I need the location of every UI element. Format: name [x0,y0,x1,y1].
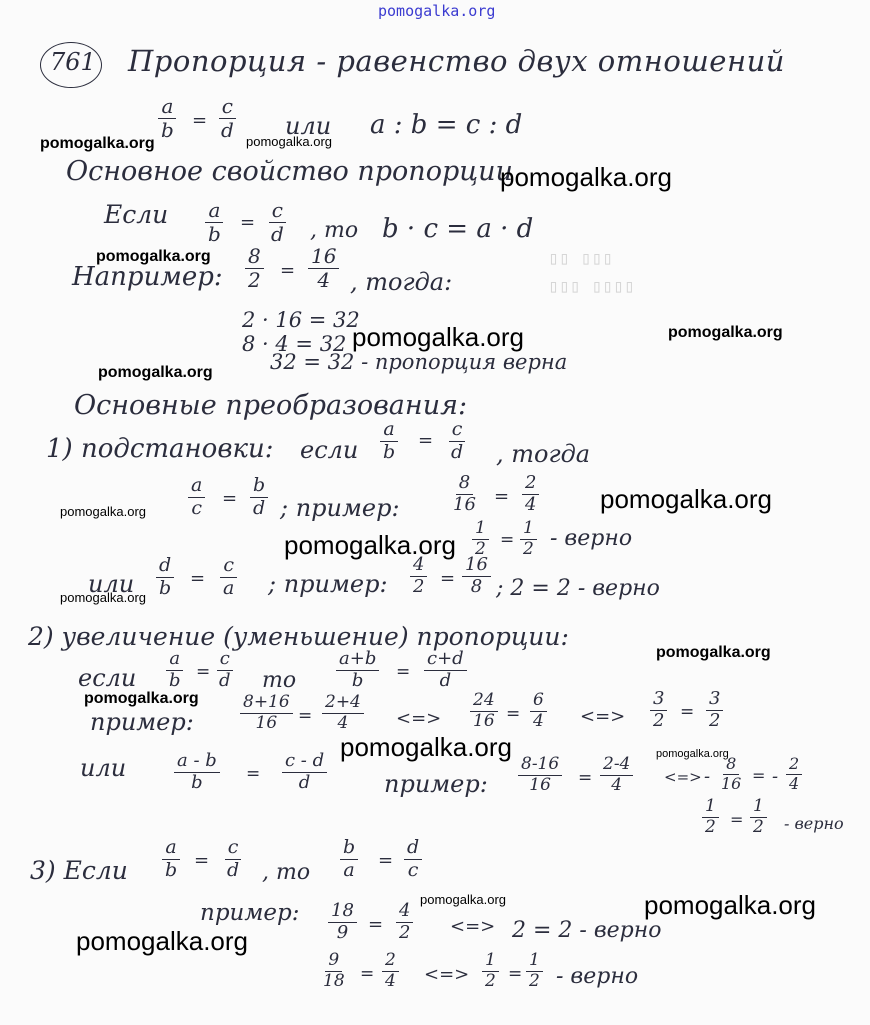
s2-iff-1: <=> [396,708,442,729]
denominator: 4 [789,773,800,793]
s1-ex-frac-1 [450,474,479,515]
s3-ex-frac-2 [396,902,413,943]
numerator: 2 [382,952,399,972]
numerator: 1 [702,798,719,818]
s3-ex-frac-1 [328,902,357,943]
property-then: , то [310,218,359,243]
s2-then: то [262,668,297,693]
s2b-frac-1 [518,756,562,795]
s2-label: 2) увеличение (уменьшение) пропорции: [28,622,569,651]
s2b-half-eq: = [730,810,744,829]
calc-line-3: 32 = 32 - пропорция верна [270,350,568,374]
s1-if: если [300,436,359,464]
watermark: pomogalka.org [96,248,211,265]
denominator: 16 [255,712,278,733]
denominator: 4 [385,970,396,991]
denominator: 2 [248,268,261,292]
denominator: b [351,669,364,691]
denominator: 4 [611,774,623,795]
s3-label: 3) Если [30,856,128,885]
denominator: b [159,576,172,599]
s1-or: или [88,570,135,598]
s2b-half-1 [702,798,719,837]
property-if: Если [104,200,169,229]
s2b-minus-2: - [772,766,779,787]
denominator: b [161,118,174,142]
property-example: Например: [72,262,223,292]
s1-ex2-frac-2 [462,556,491,597]
denominator: c [191,496,202,519]
denominator: a [343,858,355,881]
denominator: 2 [523,538,534,559]
s2-frac-apb [336,650,379,691]
example-eq: = [280,260,296,281]
ghost-mark: ▯▯▯ ▯▯▯▯ [548,276,635,297]
denominator: 2 [753,816,764,837]
watermark: pomogalka.org [644,890,816,920]
denominator: 18 [323,970,345,991]
numerator: c+d [424,650,467,671]
watermark: pomogalka.org [60,590,146,605]
watermark: pomogalka.org [246,134,332,149]
watermark: pomogalka.org [76,926,248,956]
s3-iff-2: <=> [424,964,470,985]
calc-line-1: 2 · 16 = 32 [242,308,360,332]
s1-verno: - верно [550,526,633,551]
example-then: , тогда: [350,268,453,296]
numerator: 2-4 [600,756,633,776]
problem-number: 761 [50,48,96,76]
s2-example: пример: [90,708,194,736]
denominator: 8 [470,575,483,597]
denominator: 2 [653,709,665,731]
property-product: b · c = a · d [382,214,534,244]
def-or: или [285,112,332,140]
s3-eq: = [194,850,210,871]
s3-ex-frac-4 [382,952,399,991]
def-colon-form: a : b = c : d [370,110,523,140]
s1-frac-bd [250,476,268,519]
denominator: 4 [337,712,349,733]
s2b-frac-2 [600,756,633,795]
denominator: 16 [473,710,495,731]
watermark: pomogalka.org [98,364,213,381]
s1-ex2-frac-1 [410,556,427,597]
numerator: 2+4 [322,694,364,714]
s2-ex-eq2: = [506,704,521,724]
numerator: 3 [706,690,723,711]
s1-then: , тогда [496,440,591,468]
denominator: 2 [399,921,411,943]
denominator: 9 [336,921,349,943]
numerator: c [219,96,236,119]
watermark: pomogalka.org [40,135,155,152]
calc-line-2: 8 · 4 = 32 [242,332,347,356]
s2b-result: - верно [784,814,844,833]
numerator: 18 [328,902,357,923]
numerator: a [380,420,397,442]
numerator: 16 [462,556,491,577]
numerator: 6 [530,692,547,712]
numerator: a [162,838,179,860]
s1-half-2 [520,520,537,559]
s2-ex-frac-2 [322,694,364,733]
s2-or-eq: = [246,764,261,784]
numerator: c [449,420,466,442]
s2-frac-cpd [424,650,467,691]
s2-ex-frac-3 [470,692,498,731]
numerator: 8 [245,246,264,269]
s2b-frac-4 [786,756,802,793]
s2-ex-frac-1 [240,694,293,733]
numerator: c [269,200,286,223]
denominator: d [439,669,452,691]
def-eq: = [192,110,208,131]
s1-eq: = [418,430,434,451]
numerator: 1 [472,520,489,540]
s3-ex-eq2: = [360,964,375,984]
watermark: pomogalka.org [352,322,524,352]
s1-frac-ca [220,556,237,599]
s1-frac-ab [380,420,398,463]
top-watermark: pomogalka.org [378,2,496,20]
numerator: 1 [526,952,543,972]
s2-iff-2: <=> [580,706,626,727]
denominator: 2 [529,970,540,991]
example-frac-2 [308,246,339,291]
numerator: 24 [470,692,498,712]
denominator: b [208,222,221,246]
denominator: b [383,440,396,463]
s2-if: если [78,664,137,692]
s3-frac-ab [162,838,180,881]
s3-ex-eq1: = [368,914,384,935]
watermark: pomogalka.org [500,162,672,192]
s1-half-eq: = [500,530,515,550]
denominator: c [407,858,419,881]
s2b-iff: <=> [664,768,702,786]
denominator: d [219,669,231,691]
numerator: c [217,650,233,671]
watermark: pomogalka.org [60,504,146,519]
numerator: a - b [174,752,220,773]
s2-ex-eq3: = [680,702,695,722]
numerator: a+b [336,650,379,671]
s3-half-eq: = [508,964,523,984]
numerator: 2 [786,756,802,775]
numerator: 16 [308,246,339,269]
numerator: c - d [282,752,327,773]
denominator: 4 [525,493,537,515]
s3-frac-ba [340,838,358,881]
watermark: pomogalka.org [340,732,512,762]
watermark: pomogalka.org [668,324,783,341]
denominator: a [223,576,235,599]
s3-frac-cd [224,838,242,881]
s3-iff-1: <=> [450,916,496,937]
denominator: d [298,771,311,793]
s1-half-1 [472,520,489,559]
s2-or: или [80,754,127,782]
example-frac-1 [245,246,264,291]
watermark: pomogalka.org [284,530,456,560]
numerator: 2 [522,474,539,495]
numerator: 9 [325,952,342,972]
numerator: 8 [456,474,473,495]
numerator: a [166,650,183,671]
s2b-half-2 [750,798,767,837]
def-frac-cd [218,96,237,141]
s3-half-2 [526,952,543,991]
s3-half-1 [482,952,499,991]
numerator: a [158,96,176,119]
ghost-mark: ▯▯ ▯▯▯ [548,248,614,269]
numerator: d [404,838,422,860]
numerator: c [220,556,237,578]
denominator: d [227,858,240,881]
watermark: pomogalka.org [420,892,506,907]
denominator: 16 [453,493,476,515]
s2-ex-eq1: = [298,706,313,726]
denominator: 2 [485,970,496,991]
watermark: pomogalka.org [656,748,729,760]
numerator: 8 [723,756,739,775]
s2-ex-frac-4 [530,692,547,731]
s1-ex-eq: = [494,486,510,507]
numerator: a [188,476,205,498]
s1-example: ; пример: [280,494,400,522]
denominator: d [221,118,234,142]
s2-eq: = [196,662,211,682]
s3-ex-frac-3 [320,952,348,991]
denominator: d [271,222,284,246]
numerator: a [205,200,223,223]
denominator: d [451,440,464,463]
denominator: 2 [413,575,425,597]
s3-eq2: = [378,850,394,871]
s1-eq2: = [222,488,238,509]
numerator: 1 [520,520,537,540]
numerator: 1 [750,798,767,818]
s3-result-2: - верно [556,964,639,989]
s2-ex-frac-6 [706,690,723,731]
numerator: d [156,556,174,578]
s2-frac-cmd [282,752,327,793]
problem-title: Пропорция - равенство двух отношений [128,44,785,78]
property-frac-cd [268,200,287,245]
numerator: 1 [482,952,499,972]
s1-ex2-result: ; 2 = 2 - верно [496,576,660,601]
property-eq: = [240,212,256,233]
s2b-eq2: = [752,766,766,785]
denominator: b [169,669,181,691]
s1-ex-frac-2 [522,474,539,515]
numerator: 3 [650,690,667,711]
s2-frac-ab [166,650,184,691]
s2-ex-frac-5 [650,690,667,731]
s1-frac-cd [448,420,466,463]
denominator: 16 [529,774,551,795]
denominator: 4 [533,710,544,731]
s2b-frac-3 [718,756,744,793]
s2-frac-amb [174,752,220,793]
property-frac-ab [205,200,224,245]
denominator: b [191,771,203,793]
def-frac-ab [158,96,177,141]
denominator: b [165,858,178,881]
s3-result-1: 2 = 2 - верно [512,918,662,943]
s3-example: пример: [200,900,300,926]
s2b-example: пример: [384,770,488,798]
s2b-minus-1: - [704,766,711,787]
s2-frac-cd [216,650,234,691]
denominator: d [253,496,266,519]
denominator: 2 [709,709,721,731]
s1-example-2: ; пример: [268,570,388,598]
numerator: b [340,838,358,860]
numerator: 4 [410,556,427,577]
s2-eq2: = [396,662,411,682]
s1-label: 1) подстановки: [46,434,274,464]
denominator: 4 [317,268,331,292]
s3-frac-dc [404,838,422,881]
s1-ex2-eq: = [440,568,456,589]
numerator: 8+16 [240,694,293,714]
s1-or-eq: = [190,568,206,589]
s1-frac-ac [188,476,205,519]
denominator: 16 [721,773,742,793]
watermark: pomogalka.org [656,644,771,661]
denominator: 2 [475,538,486,559]
denominator: 2 [705,816,716,837]
numerator: b [250,476,268,498]
numerator: 8-16 [518,756,562,776]
s3-then: , то [262,860,311,885]
property-heading: Основное свойство пропорции [66,156,513,187]
numerator: 4 [396,902,413,923]
numerator: c [225,838,242,860]
watermark: pomogalka.org [84,690,199,707]
s2b-eq1: = [578,768,593,788]
s1-frac-db [156,556,174,599]
transform-heading: Основные преобразования: [74,390,468,421]
watermark: pomogalka.org [600,484,772,514]
